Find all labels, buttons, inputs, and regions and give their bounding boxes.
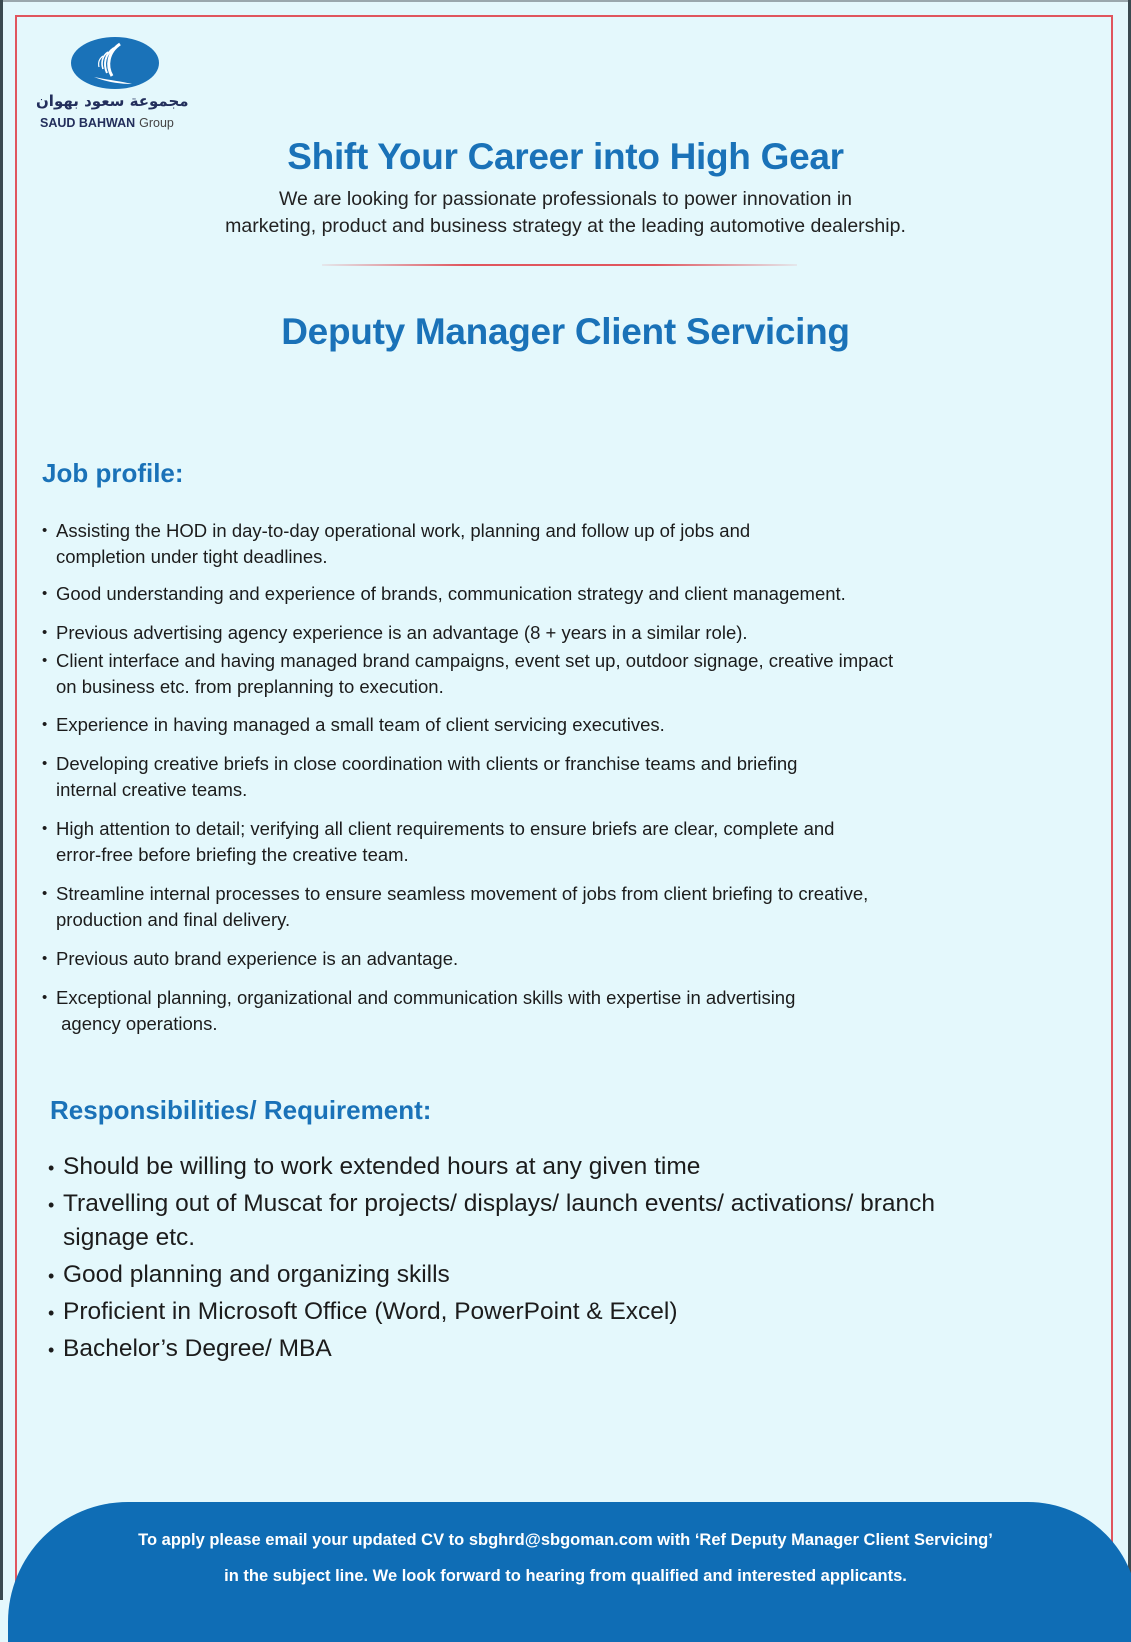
list-item-line: • Previous advertising agency experience is an advantage (8 + years in a similar role). bbox=[56, 622, 748, 643]
list-item-line: • Assisting the HOD in day-to-day operational work, planning and follow up of jobs and bbox=[56, 520, 751, 541]
list-item-line: • Experience in having managed a small team of client servicing executives. bbox=[56, 714, 665, 735]
list-item bbox=[40, 648, 1080, 700]
job-title: Deputy Manager Client Servicing bbox=[281, 311, 850, 352]
headline: Shift Your Career into High Gear bbox=[287, 136, 844, 177]
list-item-line: • Good understanding and experience of brands, communication strategy and client management. bbox=[56, 583, 846, 604]
apply-line: in the subject line. We look forward to hearing from qualified and interested applicants. bbox=[224, 1567, 907, 1585]
list-item-line: production and final delivery. bbox=[56, 909, 291, 930]
list-item bbox=[40, 751, 1080, 803]
list-item-line: • Travelling out of Muscat for projects/ displays/ launch events/ activations/ branch bbox=[63, 1190, 935, 1217]
apply-line: To apply please email your updated CV to sbghrd@sbgoman.com with ‘Ref Deputy Manager Client Servicing’ bbox=[138, 1531, 993, 1549]
sailboat-emblem-icon bbox=[70, 36, 160, 90]
list-item-line: internal creative teams. bbox=[56, 779, 248, 800]
list-item bbox=[40, 712, 1080, 738]
responsibilities-heading: Responsibilities/ Requirement: bbox=[50, 1095, 432, 1125]
divider bbox=[322, 264, 797, 266]
list-item bbox=[40, 581, 1080, 607]
list-item bbox=[46, 1150, 1096, 1184]
frame-edge-left bbox=[0, 0, 3, 1600]
logo-company-name bbox=[40, 116, 174, 130]
list-item-line: Proficient in Microsoft Office (Word, PowerPoint & Excel) bbox=[63, 1298, 678, 1325]
list-item-line: error-free before briefing the creative team. bbox=[56, 844, 409, 865]
list-item-line: • Previous auto brand experience is an advantage. bbox=[56, 948, 459, 969]
list-item bbox=[40, 881, 1080, 933]
list-item bbox=[40, 816, 1080, 868]
list-item-line: • Developing creative briefs in close coordination with clients or franchise teams and briefing bbox=[56, 753, 798, 774]
apply-instructions bbox=[0, 1522, 1131, 1594]
list-item bbox=[46, 1187, 1096, 1255]
list-item-line: completion under tight deadlines. bbox=[56, 546, 328, 567]
list-item bbox=[40, 946, 1080, 972]
list-item bbox=[40, 985, 1080, 1037]
list-item bbox=[46, 1258, 1096, 1292]
list-item-line: • Client interface and having managed brand campaigns, event set up, outdoor signage, creative impact bbox=[56, 650, 894, 671]
list-item-line: on business etc. from preplanning to execution. bbox=[56, 676, 444, 697]
responsibilities-list bbox=[46, 1150, 1096, 1369]
subheadline-line: marketing, product and business strategy at the leading automotive dealership. bbox=[225, 215, 906, 237]
list-item bbox=[46, 1332, 1096, 1366]
logo-company-text: SAUD BAHWAN bbox=[40, 116, 136, 130]
job-profile-heading: Job profile: bbox=[42, 458, 184, 488]
subheadline-line: We are looking for passionate professionals to power innovation in bbox=[278, 188, 853, 210]
list-item-line: • High attention to detail; verifying all client requirements to ensure briefs are clear, complete and bbox=[56, 818, 835, 839]
frame-edge-top bbox=[0, 0, 1131, 2]
list-item-line: • Exceptional planning, organizational and communication skills with expertise in advertising bbox=[56, 987, 796, 1008]
list-item bbox=[40, 620, 1080, 646]
list-item-line: • Streamline internal processes to ensure seamless movement of jobs from client briefing to creative, bbox=[56, 883, 869, 904]
list-item bbox=[40, 518, 1080, 570]
logo-arabic-name: مجموعة سعود بهوان bbox=[36, 92, 189, 110]
logo-group-text: Group bbox=[139, 116, 174, 130]
list-item-line: agency operations. bbox=[56, 1013, 218, 1034]
list-item-line: Good planning and organizing skills bbox=[63, 1261, 450, 1288]
list-item-line: signage etc. bbox=[63, 1224, 196, 1251]
job-profile-list bbox=[40, 518, 1080, 1037]
list-item-line: Should be willing to work extended hours at any given time bbox=[63, 1153, 701, 1180]
list-item-line: Bachelor’s Degree/ MBA bbox=[63, 1335, 332, 1362]
subheadline bbox=[160, 186, 971, 240]
list-item bbox=[46, 1295, 1096, 1329]
